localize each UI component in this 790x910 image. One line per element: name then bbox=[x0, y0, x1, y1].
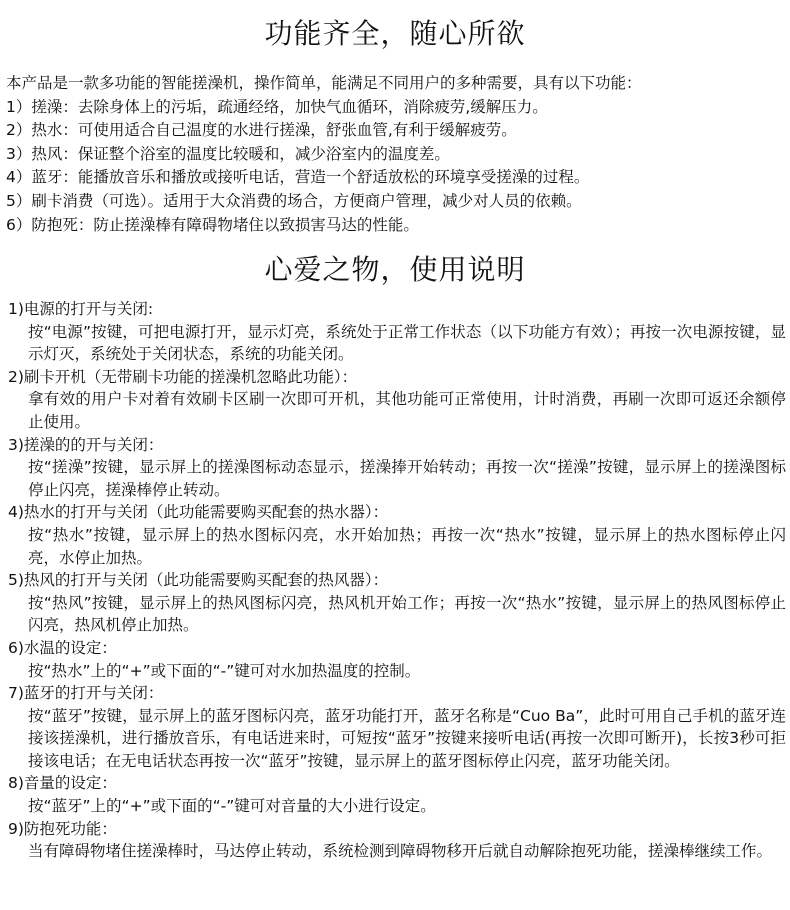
usage-item-heading: 1)电源的打开与关闭: bbox=[8, 300, 154, 318]
usage-item-body: 按“热水”按键，显示屏上的热水图标闪亮，水开始加热；再按一次“热水”按键，显示屏上的热水图标停止闪亮，水停止加热。 bbox=[28, 525, 786, 567]
usage-item-heading: 7)蓝牙的打开与关闭： bbox=[8, 684, 164, 703]
usage-item-heading: 3)搓澡的的开与关闭： bbox=[8, 435, 164, 454]
usage-item-body: 按“电源”按键，可把电源打开，显示灯亮，系统处于正常工作状态（以下功能方有效）；再按一次电源按键，显示灯灭，系统处于关闭状态，系统的功能关闭。 bbox=[28, 322, 786, 364]
usage-item-card-start bbox=[8, 366, 786, 434]
feature-item-anti-lock: 6）防抱死：防止搓澡棒有障碍物堵住以致损害马达的性能。 bbox=[6, 215, 419, 234]
usage-item-body: 按“热水”上的“+”或下面的“-”键可对水加热温度的控制。 bbox=[28, 661, 421, 680]
feature-item-hot-air: 3）热风：保证整个浴室的温度比较暖和，减少浴室内的温度差。 bbox=[6, 144, 450, 163]
features-intro: 本产品是一款多功能的智能搓澡机，操作简单，能满足不同用户的多种需要，具有以下功能： bbox=[6, 74, 642, 92]
usage-item-hot-water bbox=[8, 501, 786, 569]
usage-item-volume bbox=[8, 772, 786, 817]
usage-item-hot-air bbox=[8, 569, 786, 637]
usage-item-heading: 2)刷卡开机（无带刷卡功能的搓澡机忽略此功能）： bbox=[8, 367, 358, 386]
usage-item-power bbox=[8, 298, 786, 366]
usage-item-body: 按“蓝牙”按键，显示屏上的蓝牙图标闪亮，蓝牙功能打开，蓝牙名称是“Cuo Ba”，此时可用自己手机的蓝牙连接该搓澡机，进行播放音乐，有电话进来时，可短按“蓝牙”按键来接听电话(再按一次即可断开)，长按3秒可拒接该电话；在无电话状态再按一次“蓝牙”按键，显示屏上的蓝牙图标停止闪亮，蓝牙功能关闭。 bbox=[28, 706, 786, 770]
usage-item-body: 按“搓澡”按键，显示屏上的搓澡图标动态显示，搓澡捧开始转动；再按一次“搓澡”按键，显示屏上的搓澡图标停止闪亮，搓澡棒停止转动。 bbox=[28, 458, 786, 499]
usage-item-body: 拿有效的用户卡对着有效刷卡区刷一次即可开机，其他功能可正常使用，计时消费，再刷一次即可返还余额停止使用。 bbox=[28, 390, 786, 431]
usage-item-body: 按“蓝牙”上的“+”或下面的“-”键可对音量的大小进行设定。 bbox=[28, 797, 436, 816]
feature-item-hot-water: 2）热水：可使用适合自己温度的水进行搓澡，舒张血管,有利于缓解疲劳。 bbox=[6, 121, 517, 140]
usage-item-anti-lock bbox=[8, 818, 786, 863]
usage-item-heading: 5)热风的打开与关闭（此功能需要购买配套的热风器）： bbox=[8, 571, 389, 590]
feature-item-bluetooth: 4）蓝牙：能播放音乐和播放或接听电话，营造一个舒适放松的环境享受搓澡的过程。 bbox=[6, 168, 590, 187]
usage-section-title: 心爱之物，使用说明 bbox=[264, 253, 526, 286]
usage-item-heading: 8)音量的设定： bbox=[8, 774, 117, 793]
feature-item-card-payment: 5）刷卡消费（可选）。适用于大众消费的场合，方便商户管理，减少对人员的依赖。 bbox=[6, 191, 582, 210]
usage-item-heading: 6)水温的设定： bbox=[8, 638, 117, 657]
usage-item-water-temperature bbox=[8, 637, 786, 682]
features-section-title: 功能齐全，随心所欲 bbox=[264, 17, 526, 50]
usage-instructions bbox=[8, 298, 786, 863]
usage-item-body: 当有障碍物堵住搓澡棒时，马达停止转动，系统检测到障碍物移开后就自动解除抱死功能，搓澡棒继续工作。 bbox=[28, 842, 773, 861]
usage-item-body: 按“热风”按键，显示屏上的热风图标闪亮，热风机开始工作；再按一次“热水”按键，显示屏上的热风图标停止闪亮，热风机停止加热。 bbox=[28, 593, 786, 635]
usage-item-heading: 4)热水的打开与关闭（此功能需要购买配套的热水器）： bbox=[8, 503, 389, 522]
feature-item-scrub: 1）搓澡：去除身体上的污垢，疏通经络，加快气血循环，消除疲劳,缓解压力。 bbox=[6, 97, 548, 116]
usage-item-bluetooth bbox=[8, 682, 786, 772]
features-list bbox=[6, 72, 786, 237]
usage-item-scrub bbox=[8, 434, 786, 502]
usage-item-heading: 9)防抱死功能： bbox=[8, 819, 117, 838]
